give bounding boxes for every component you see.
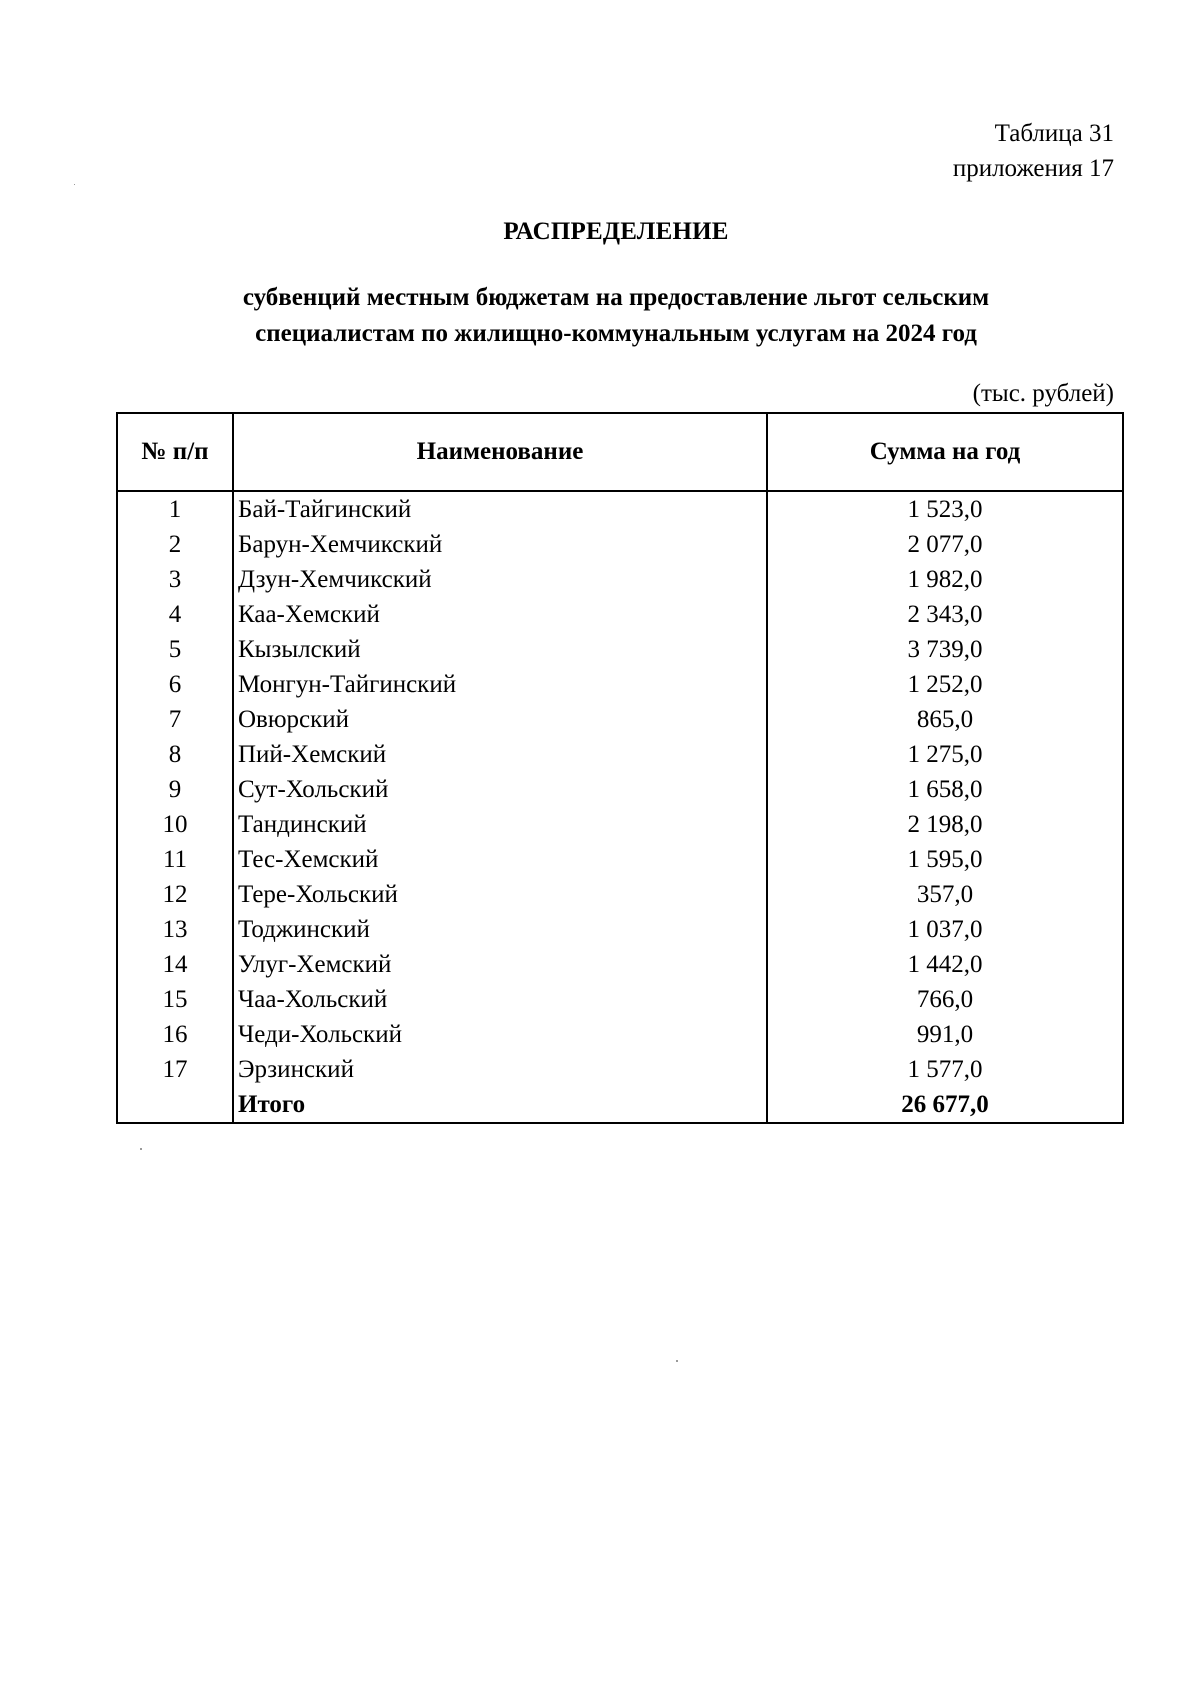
subtitle-line-2: специалистам по жилищно-коммунальным услугам на 2024 год — [255, 320, 977, 347]
row-sum: 1 252,0 — [767, 667, 1123, 702]
table-reference — [953, 116, 1114, 186]
row-sum: 1 982,0 — [767, 562, 1123, 597]
row-name: Сут-Хольский — [233, 772, 767, 807]
table-row — [117, 597, 1123, 632]
table-row — [117, 632, 1123, 667]
total-number — [117, 1087, 233, 1123]
row-number: 6 — [117, 667, 233, 702]
row-name: Барун-Хемчикский — [233, 527, 767, 562]
total-sum: 26 677,0 — [767, 1087, 1123, 1123]
row-sum: 1 523,0 — [767, 491, 1123, 527]
total-row — [117, 1087, 1123, 1123]
table-row — [117, 772, 1123, 807]
row-number: 13 — [117, 912, 233, 947]
table-row — [117, 667, 1123, 702]
row-name: Кызылский — [233, 632, 767, 667]
column-header-sum: Сумма на год — [767, 413, 1123, 491]
column-header-name: Наименование — [233, 413, 767, 491]
row-number: 5 — [117, 632, 233, 667]
table-row — [117, 912, 1123, 947]
row-number: 15 — [117, 982, 233, 1017]
document-subtitle — [120, 280, 1112, 352]
row-name: Эрзинский — [233, 1052, 767, 1087]
table-row — [117, 842, 1123, 877]
row-name: Тес-Хемский — [233, 842, 767, 877]
row-name: Улуг-Хемский — [233, 947, 767, 982]
row-number: 14 — [117, 947, 233, 982]
row-sum: 1 037,0 — [767, 912, 1123, 947]
row-number: 8 — [117, 737, 233, 772]
table-row — [117, 982, 1123, 1017]
scan-speck — [676, 1360, 678, 1362]
table-row — [117, 947, 1123, 982]
row-number: 10 — [117, 807, 233, 842]
total-label: Итого — [233, 1087, 767, 1123]
row-sum: 1 658,0 — [767, 772, 1123, 807]
row-sum: 1 577,0 — [767, 1052, 1123, 1087]
row-sum: 991,0 — [767, 1017, 1123, 1052]
scan-speck — [74, 184, 75, 185]
table-number: Таблица 31 — [994, 120, 1114, 147]
column-header-number: № п/п — [117, 413, 233, 491]
table-row — [117, 562, 1123, 597]
row-name: Бай-Тайгинский — [233, 491, 767, 527]
row-name: Чеди-Хольский — [233, 1017, 767, 1052]
table-row — [117, 491, 1123, 527]
row-number: 1 — [117, 491, 233, 527]
row-sum: 1 595,0 — [767, 842, 1123, 877]
row-name: Дзун-Хемчикский — [233, 562, 767, 597]
row-number: 16 — [117, 1017, 233, 1052]
table-row — [117, 737, 1123, 772]
table-row — [117, 527, 1123, 562]
scan-speck — [140, 1148, 142, 1150]
row-name: Тоджинский — [233, 912, 767, 947]
appendix-number: приложения 17 — [952, 155, 1114, 182]
table-row — [117, 1017, 1123, 1052]
row-name: Овюрский — [233, 702, 767, 737]
row-sum: 2 077,0 — [767, 527, 1123, 562]
row-number: 11 — [117, 842, 233, 877]
row-name: Пий-Хемский — [233, 737, 767, 772]
row-number: 17 — [117, 1052, 233, 1087]
table-row — [117, 807, 1123, 842]
row-sum: 3 739,0 — [767, 632, 1123, 667]
table-header-row — [117, 413, 1123, 491]
document-title: РАСПРЕДЕЛЕНИЕ — [503, 218, 729, 245]
units-note: (тыс. рублей) — [972, 380, 1114, 407]
subtitle-line-1: субвенций местным бюджетам на предоставление льгот сельским — [242, 284, 990, 311]
row-number: 4 — [117, 597, 233, 632]
row-name: Каа-Хемский — [233, 597, 767, 632]
row-name: Монгун-Тайгинский — [233, 667, 767, 702]
distribution-table — [116, 412, 1124, 1124]
row-name: Чаа-Хольский — [233, 982, 767, 1017]
row-number: 2 — [117, 527, 233, 562]
row-sum: 1 275,0 — [767, 737, 1123, 772]
row-sum: 1 442,0 — [767, 947, 1123, 982]
row-number: 12 — [117, 877, 233, 912]
row-number: 9 — [117, 772, 233, 807]
table-row — [117, 877, 1123, 912]
row-name: Тандинский — [233, 807, 767, 842]
table-row — [117, 1052, 1123, 1087]
row-sum: 2 198,0 — [767, 807, 1123, 842]
row-sum: 357,0 — [767, 877, 1123, 912]
row-sum: 2 343,0 — [767, 597, 1123, 632]
table-row — [117, 702, 1123, 737]
row-sum: 766,0 — [767, 982, 1123, 1017]
row-number: 7 — [117, 702, 233, 737]
row-name: Тере-Хольский — [233, 877, 767, 912]
row-sum: 865,0 — [767, 702, 1123, 737]
row-number: 3 — [117, 562, 233, 597]
